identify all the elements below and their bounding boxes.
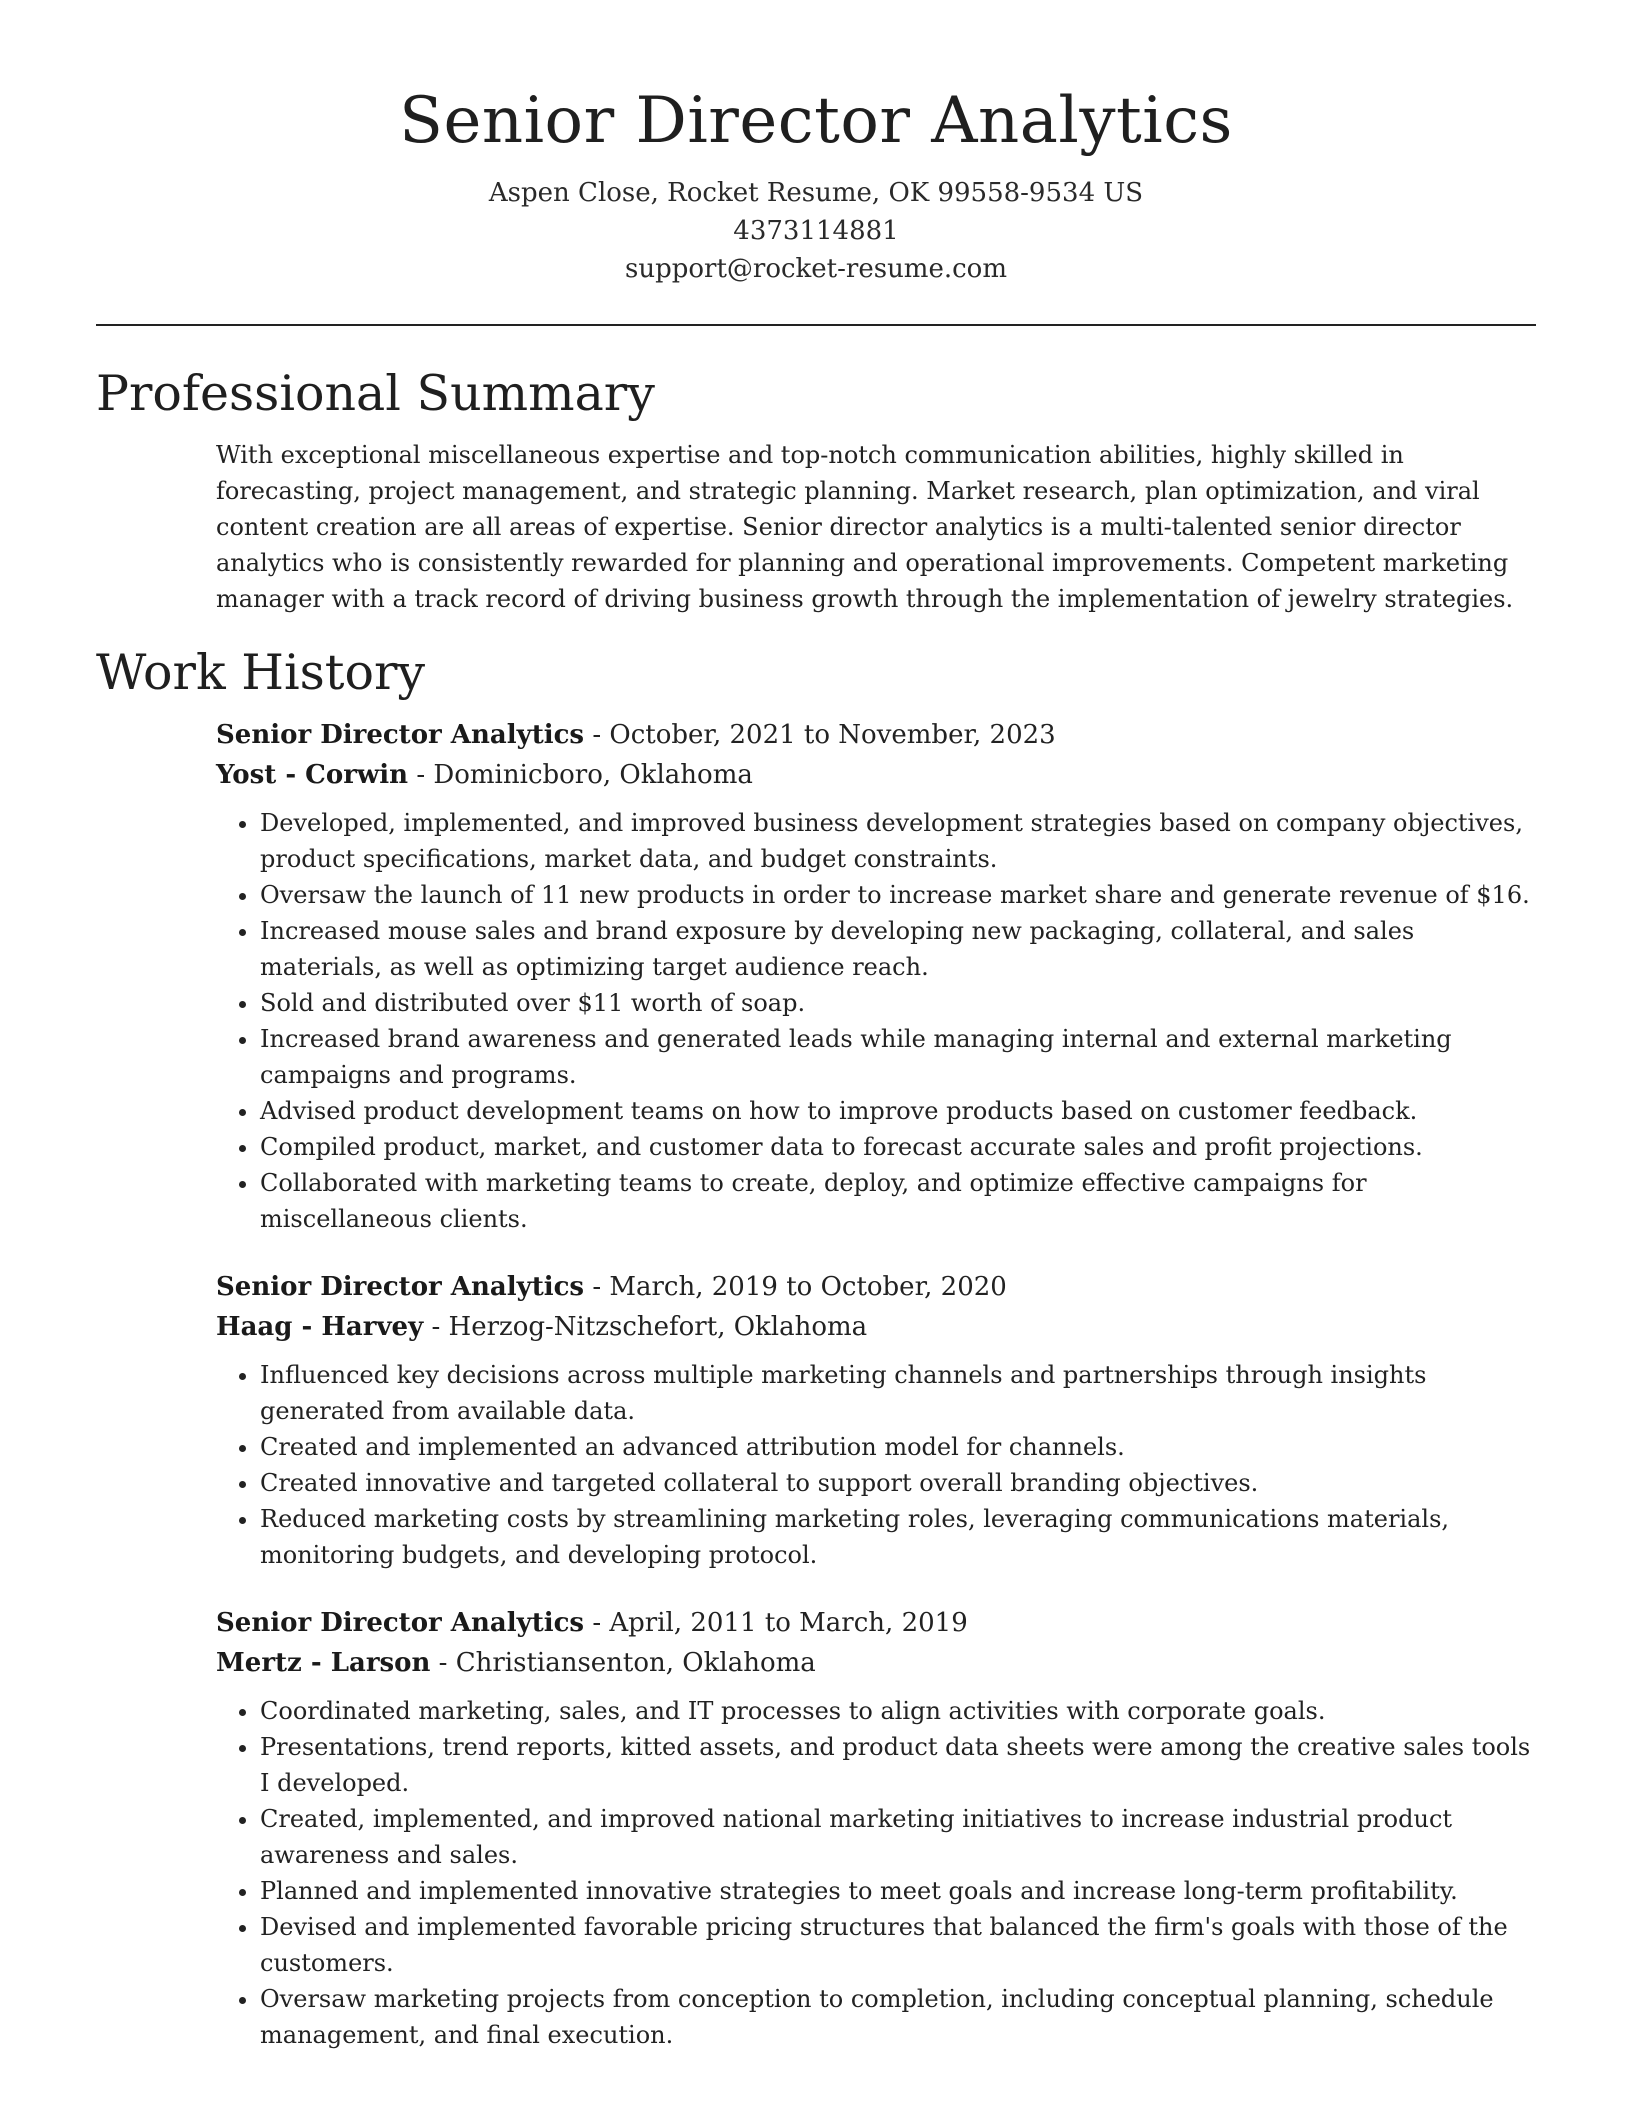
job-bullet-list (216, 1357, 1536, 1573)
job-bullet: • Collaborated with marketing teams to create, deploy, and optimize effective campaigns for miscellaneous clients. (260, 1165, 1536, 1237)
job-bullet-list (216, 805, 1536, 1237)
job-bullet: • Sold and distributed over $11 worth of soap. (260, 985, 1536, 1021)
job-bullet: • Created innovative and targeted collateral to support overall branding objectives. (260, 1465, 1536, 1501)
job-title-line (216, 1267, 1536, 1307)
job-bullet: • Created and implemented an advanced attribution model for channels. (260, 1429, 1536, 1465)
job-company: Haag - Harvey (216, 1312, 424, 1343)
summary-heading: Professional Summary (96, 365, 655, 423)
job-bullet: • Compiled product, market, and customer data to forecast accurate sales and profit projections. (260, 1129, 1536, 1165)
job-title-line (216, 1603, 1536, 1643)
contact-phone: 4373114881 (733, 216, 899, 247)
job-title-line (216, 715, 1536, 755)
job-company-line (216, 755, 1536, 795)
job-bullet: • Oversaw marketing projects from conception to completion, including conceptual planning, schedule management, and final execution. (260, 1981, 1536, 2053)
job-location: - Herzog-Nitzschefort, Oklahoma (423, 1312, 868, 1343)
job-dates: - April, 2011 to March, 2019 (584, 1608, 968, 1639)
work-history-heading: Work History (96, 643, 426, 701)
job-company-line (216, 1643, 1536, 1683)
job-bullet: • Influenced key decisions across multiple marketing channels and partnerships through insights generated from available data. (260, 1357, 1536, 1429)
job-bullet: • Devised and implemented favorable pricing structures that balanced the firm's goals with those of the customers. (260, 1909, 1536, 1981)
resume-header (96, 86, 1536, 288)
job-entry (216, 715, 1536, 1237)
summary-text: With exceptional miscellaneous expertise and top-notch communication abilities, highly skilled in forecasting, project management, and strategic planning. Market research, plan optimization, and viral content creation are all areas of expertise. Senior director analytics is a multi-talented senior director analytics who is consistently rewarded for planning and operational improvements. Competent marketing manager with a track record of driving business growth through the implementation of jewelry strategies. (216, 440, 1514, 613)
job-dates: - October, 2021 to November, 2023 (584, 720, 1056, 751)
job-bullet: • Developed, implemented, and improved business development strategies based on company objectives, product specifications, market data, and budget constraints. (260, 805, 1536, 877)
job-bullet: • Coordinated marketing, sales, and IT processes to align activities with corporate goals. (260, 1693, 1536, 1729)
job-company: Yost - Corwin (216, 760, 409, 791)
summary-body (216, 437, 1536, 617)
job-location: - Christiansenton, Oklahoma (430, 1648, 816, 1679)
job-role: Senior Director Analytics (216, 1608, 585, 1639)
job-bullet: • Advised product development teams on how to improve products based on customer feedback. (260, 1093, 1536, 1129)
job-bullet: • Created, implemented, and improved national marketing initiatives to increase industrial product awareness and sales. (260, 1801, 1536, 1873)
contact-email: support@rocket-resume.com (624, 254, 1007, 285)
professional-summary-section (96, 366, 1536, 616)
job-entry (216, 1267, 1536, 1573)
job-entry (216, 1603, 1536, 2053)
job-location: - Dominicboro, Oklahoma (408, 760, 753, 791)
job-bullet: • Increased mouse sales and brand exposure by developing new packaging, collateral, and sales materials, as well as optimizing target audience reach. (260, 913, 1536, 985)
job-bullet: • Increased brand awareness and generated leads while managing internal and external marketing campaigns and programs. (260, 1021, 1536, 1093)
job-bullet: • Presentations, trend reports, kitted assets, and product data sheets were among the creative sales tools I developed. (260, 1729, 1536, 1801)
job-role: Senior Director Analytics (216, 1272, 585, 1303)
job-dates: - March, 2019 to October, 2020 (584, 1272, 1007, 1303)
job-role: Senior Director Analytics (216, 720, 585, 751)
job-bullet: • Reduced marketing costs by streamlining marketing roles, leveraging communications materials, monitoring budgets, and developing protocol. (260, 1501, 1536, 1573)
job-company-line (216, 1307, 1536, 1347)
job-company: Mertz - Larson (216, 1648, 431, 1679)
work-history-body (216, 715, 1536, 2053)
job-bullet: • Planned and implemented innovative strategies to meet goals and increase long-term profitability. (260, 1873, 1536, 1909)
work-history-section (96, 645, 1536, 2053)
candidate-name: Senior Director Analytics (399, 84, 1233, 158)
contact-address: Aspen Close, Rocket Resume, OK 99558-9534 US (488, 178, 1144, 209)
job-bullet-list (216, 1693, 1536, 2053)
job-bullet: • Oversaw the launch of 11 new products in order to increase market share and generate revenue of $16. (260, 877, 1536, 913)
header-divider (96, 324, 1536, 326)
